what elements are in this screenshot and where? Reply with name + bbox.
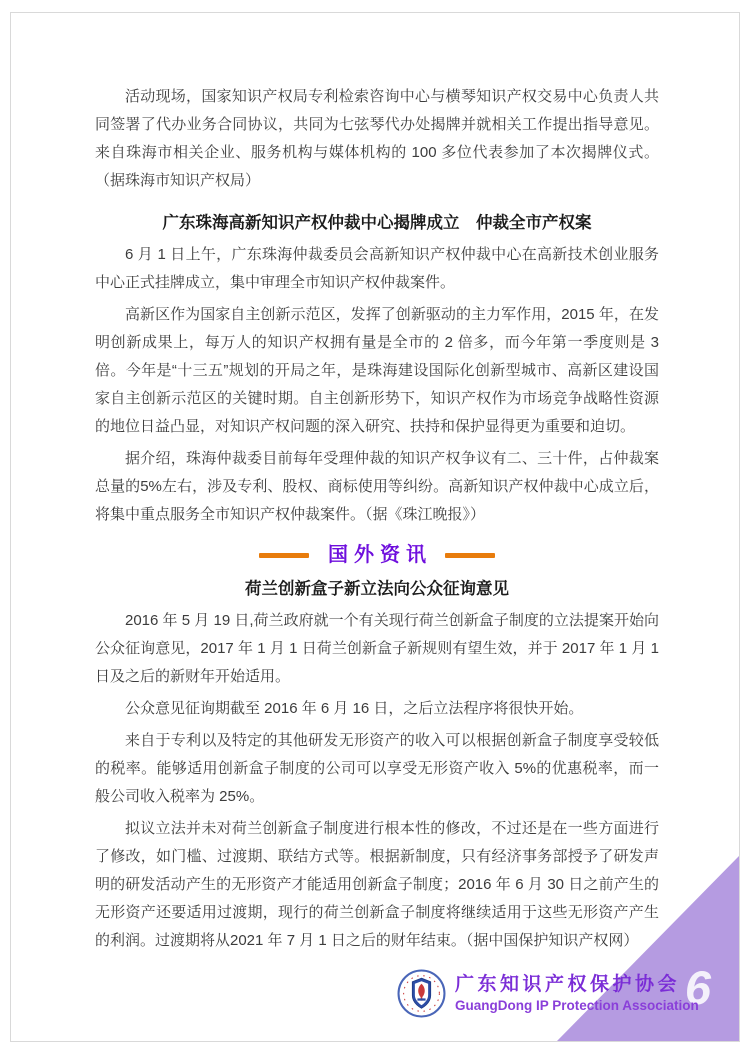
domestic-paragraph: 高新区作为国家自主创新示范区，发挥了创新驱动的主力军作用，2015 年，在发明创新成果上，每万人的知识产权拥有量是全市的 2 倍多，而今年第一季度则是 3 倍。今年是“十三五”规划的开局之年，是珠海建设国际化创新型城市、高新区建设国家自主创新示范区的关键时期。自主创新形势下，知识产权作为市场竞争战略性资源的地位日益凸显，对知识产权问题的深入研究、扶持和保护显得更为重要和迫切。	[95, 306, 659, 435]
section-divider-foreign-news	[95, 541, 659, 569]
foreign-article-title: 荷兰创新盒子新立法向公众征询意见	[245, 580, 509, 598]
association-logo-icon	[397, 969, 446, 1018]
domestic-paragraph: 据介绍，珠海仲裁委目前每年受理仲裁的知识产权争议有二、三十件，占仲裁案总量的5%左右，涉及专利、股权、商标使用等纠纷。高新知识产权仲裁中心成立后，将集中重点服务全市知识产权仲裁案件。（据《珠江晚报》）	[95, 450, 659, 523]
page-content	[11, 13, 739, 959]
divider-dash-right	[445, 553, 495, 558]
footer-brand	[397, 969, 699, 1018]
domestic-paragraph: 6 月 1 日上午，广东珠海仲裁委员会高新知识产权仲裁中心在高新技术创业服务中心正式挂牌成立，集中审理全市知识产权仲裁案件。	[95, 246, 659, 291]
domestic-article-title: 广东珠海高新知识产权仲裁中心揭牌成立 仲裁全市产权案	[162, 214, 592, 232]
org-name-english: GuangDong IP Protection Association	[455, 998, 699, 1013]
foreign-paragraph: 公众意见征询期截至 2016 年 6 月 16 日，之后立法程序将很快开始。	[125, 700, 584, 717]
lead-paragraph: 活动现场，国家知识产权局专利检索咨询中心与横琴知识产权交易中心负责人共同签署了代办业务合同协议，共同为七弦琴代办处揭牌并就相关工作提出指导意见。来自珠海市相关企业、服务机构与媒体机构的 100 多位代表参加了本次揭牌仪式。（据珠海市知识产权局）	[95, 88, 659, 189]
foreign-paragraph: 拟议立法并未对荷兰创新盒子制度进行根本性的修改，不过还是在一些方面进行了修改，如门槛、过渡期、联结方式等。根据新制度，只有经济事务部授予了研发声明的研发活动产生的无形资产才能适用创新盒子制度；2016 年 6 月 30 日之前产生的无形资产还要适用过渡期，现行的荷兰创新盒子制度将继续适用于这些无形资产产生的利润。过渡期将从2021 年 7 月 1 日之后的财年结束。（据中国保护知识产权网）	[95, 820, 659, 949]
org-name-chinese: 广东知识产权保护协会	[455, 974, 681, 995]
page-number: 6	[684, 961, 711, 1014]
foreign-paragraph: 2016 年 5 月 19 日,荷兰政府就一个有关现行荷兰创新盒子制度的立法提案开始向公众征询意见，2017 年 1 月 1 日荷兰创新盒子新规则有望生效，并于 2017 年 1 月 1 日及之后的新财年开始适用。	[95, 612, 659, 685]
footer-org-names	[455, 973, 699, 1014]
document-page	[10, 12, 740, 1042]
divider-dash-left	[259, 553, 309, 558]
foreign-paragraph: 来自于专利以及特定的其他研发无形资产的收入可以根据创新盒子制度享受较低的税率。能够适用创新盒子制度的公司可以享受无形资产收入 5%的优惠税率，而一般公司收入税率为 25%。	[95, 732, 659, 805]
section-divider-label: 国外资讯	[328, 544, 432, 566]
